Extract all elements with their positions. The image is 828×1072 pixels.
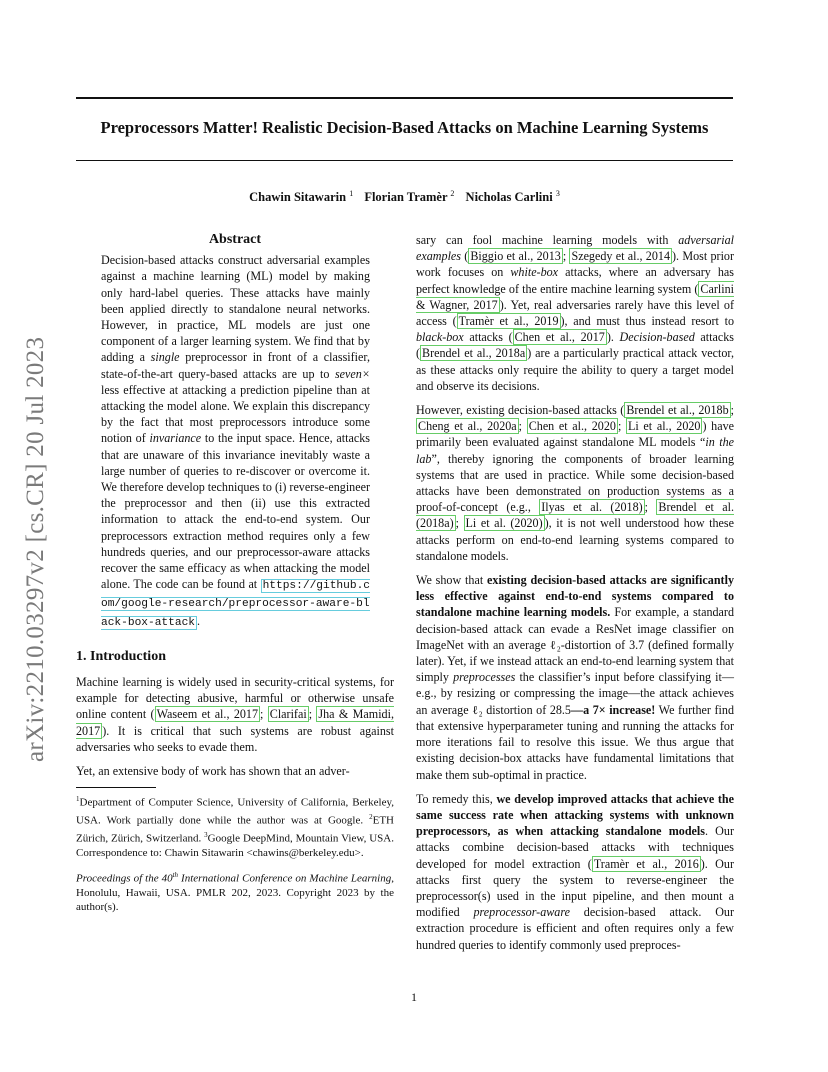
page-number: 1 [411, 990, 417, 1004]
citation-link[interactable]: Chen et al., 2017 [514, 330, 605, 345]
author-1: Chawin Sitawarin $^1$ [249, 189, 354, 205]
citation-link[interactable]: Szegedy et al., 2014 [571, 249, 670, 264]
citation-link[interactable]: Waseem et al., 2017 [156, 707, 259, 722]
citation-link[interactable]: Brendel et al., 2018a [422, 346, 526, 361]
right-paragraph-1: sary can fool machine learning models with adversarial examples ( Biggio et al., 2013 ; Szegedy et al., 2014 ). Most prior work focuses on white-box attacks, where an adversary has perfect knowledge of the entire machine learning system ( Carlini & Wagner, 2017 ). Yet, real adversaries rarely have this level of access ( Tramèr et al., 2019 ), and must thus instead resort to black-box attacks ( Chen et al., 2017 ). Decision-based attacks ( Brendel et al., 2018a ) are a particularly practical attack vector, as these attacks only require the ability to query a target model and observe its decisions. [416, 233, 735, 393]
title-bottom-rule [76, 160, 733, 161]
affiliation-footnote: $^1$Department of Computer Science, University of California, Berkeley, USA. Work partially done while the author was at Google. $^2$ETH Zürich, Zürich, Switzerland. $^3$Google DeepMind, Mountain View, USA. Correspondence to: Chawin Sitawarin <chawins@berkeley.edu>. [76, 795, 394, 859]
citation-link[interactable]: Ilyas et al. (2018) [541, 500, 643, 515]
citation-link[interactable]: Biggio et al., 2013 [470, 249, 561, 264]
code-url-link[interactable]: https://github.com/google-research/preprocessor-aware-black-box-attack [101, 580, 370, 629]
abstract-heading: Abstract [208, 232, 262, 247]
citation-link[interactable]: Clarifai [269, 707, 307, 722]
author-list [76, 189, 733, 205]
arxiv-identifier: arXiv:2210.03297v2 [cs.CR] 20 Jul 2023 [22, 336, 49, 762]
author-3: Nicholas Carlini $^3$ [465, 189, 560, 205]
intro-paragraph-1: Machine learning is widely used in security-critical systems, for example for detecting abusive, harmful or otherwise unsafe online content ( Waseem et al., 2017 ; Clarifai ; Jha & Mamidi, 2017 ). It is critical that such systems are robust against adversaries who seeks to evade them. [76, 675, 394, 754]
footnote-rule [76, 787, 156, 788]
citation-link[interactable]: Jha & Mamidi, 2017 [76, 707, 394, 738]
left-column [76, 232, 394, 922]
right-paragraph-4: To remedy this, we develop improved attacks that achieve the same success rate when attacking systems with unknown preprocessors, as when attacking standalone models. Our attacks combine decision-based attacks with techniques developed for model extraction ( Tramèr et al., 2016 ). Our attacks first query the system to reverse-engineer the preprocessor(s) used in the input pipeline, and then mount a modified preprocessor-aware decision-based attack. Our extraction procedure is efficient and often requires only a few hundred queries to identify commonly used preproces- [416, 791, 735, 952]
citation-link[interactable]: Tramèr et al., 2016 [593, 856, 699, 871]
citation-link[interactable]: Cheng et al., 2020a [418, 419, 517, 434]
top-rule [76, 97, 733, 99]
intro-paragraph-2: Yet, an extensive body of work has shown that an adver- [76, 764, 350, 779]
abstract-body: Decision-based attacks construct adversarial examples against a machine learning (ML) model by making only hard-label queries. These attacks have mainly been applied directly to standalone neural networks. However, in practice, ML models are just one component of a larger learning system. We find that by adding a single preprocessor in front of a classifier, state-of-the-art query-based attacks are up to seven× less effective at attacking a prediction pipeline than at attacking the model alone. We explain this discrepancy by the fact that most preprocessors introduce some notion of invariance to the input space. Hence, attacks that are unaware of this invariance inevitably waste a large number of queries to re-discover or overcome it. We therefore develop techniques to (i) reverse-engineer the preprocessor and then (ii) use this extracted information to attack the end-to-end system. Our preprocessors extraction method requires only a few hundreds queries, and our preprocessor-aware attacks recover the same efficacy as when attacking the model alone. The code can be found at https://github.com/google-research/preprocessor-aware-black-box-attack . [101, 253, 370, 629]
citation-link[interactable]: Li et al. (2020) [465, 516, 543, 531]
author-2: Florian Tramèr $^2$ [364, 189, 455, 205]
citation-link[interactable]: Li et al., 2020 [628, 419, 701, 434]
citation-link[interactable]: Tramèr et al., 2019 [458, 314, 559, 329]
introduction-heading: 1. Introduction [76, 648, 166, 664]
citation-link[interactable]: Chen et al., 2020 [528, 419, 616, 434]
citation-link[interactable]: Carlini & Wagner, 2017 [416, 281, 734, 312]
citation-link[interactable]: Brendel et al. (2018a) [416, 500, 734, 531]
proceedings-footnote: Proceedings of the 40th International Conference on Machine Learning, Honolulu, Hawaii, USA. PMLR 202, 2023. Copyright 2023 by the author(s). [76, 871, 394, 914]
right-paragraph-3: We show that existing decision-based attacks are significantly less effective against end-to-end systems compared to standalone machine learning models. For example, a standard decision-based attack can evade a ResNet image classifier on ImageNet with an average ℓ₂-distortion of 3.7 (defined formally later). Yet, if we instead attack an end-to-end learning system that simply preprocesses the classifier’s input before classifying it—e.g., by resizing or compressing the image—the attack achieves an average ℓ₂ distortion of 28.5—a 7× increase! We further find that extensive hyperparameter tuning and running the attacks for more iterations fail to resolve this issue. We thus argue that existing decision-box attacks have fundamental limitations that make them sub-optimal in practice. [416, 573, 734, 782]
right-paragraph-2: However, existing decision-based attacks ( Brendel et al., 2018b ; Cheng et al., 2020a ; Chen et al., 2020 ; Li et al., 2020 ) have primarily been evaluated against standalone ML models “in the lab”, thereby ignoring the components of broader learning systems that are used in practice. While some decision-based attacks have been demonstrated on production systems as a proof-of-concept (e.g., Ilyas et al. (2018) ; Brendel et al. (2018a) ; Li et al. (2020) ), it is not well understood how these attacks perform on end-to-end learning systems compared to standalone models. [416, 403, 734, 563]
citation-link[interactable]: Brendel et al., 2018b [626, 403, 729, 418]
right-column [416, 232, 734, 961]
paper-title: Preprocessors Matter! Realistic Decision-Based Attacks on Machine Learning Systems [100, 118, 709, 137]
